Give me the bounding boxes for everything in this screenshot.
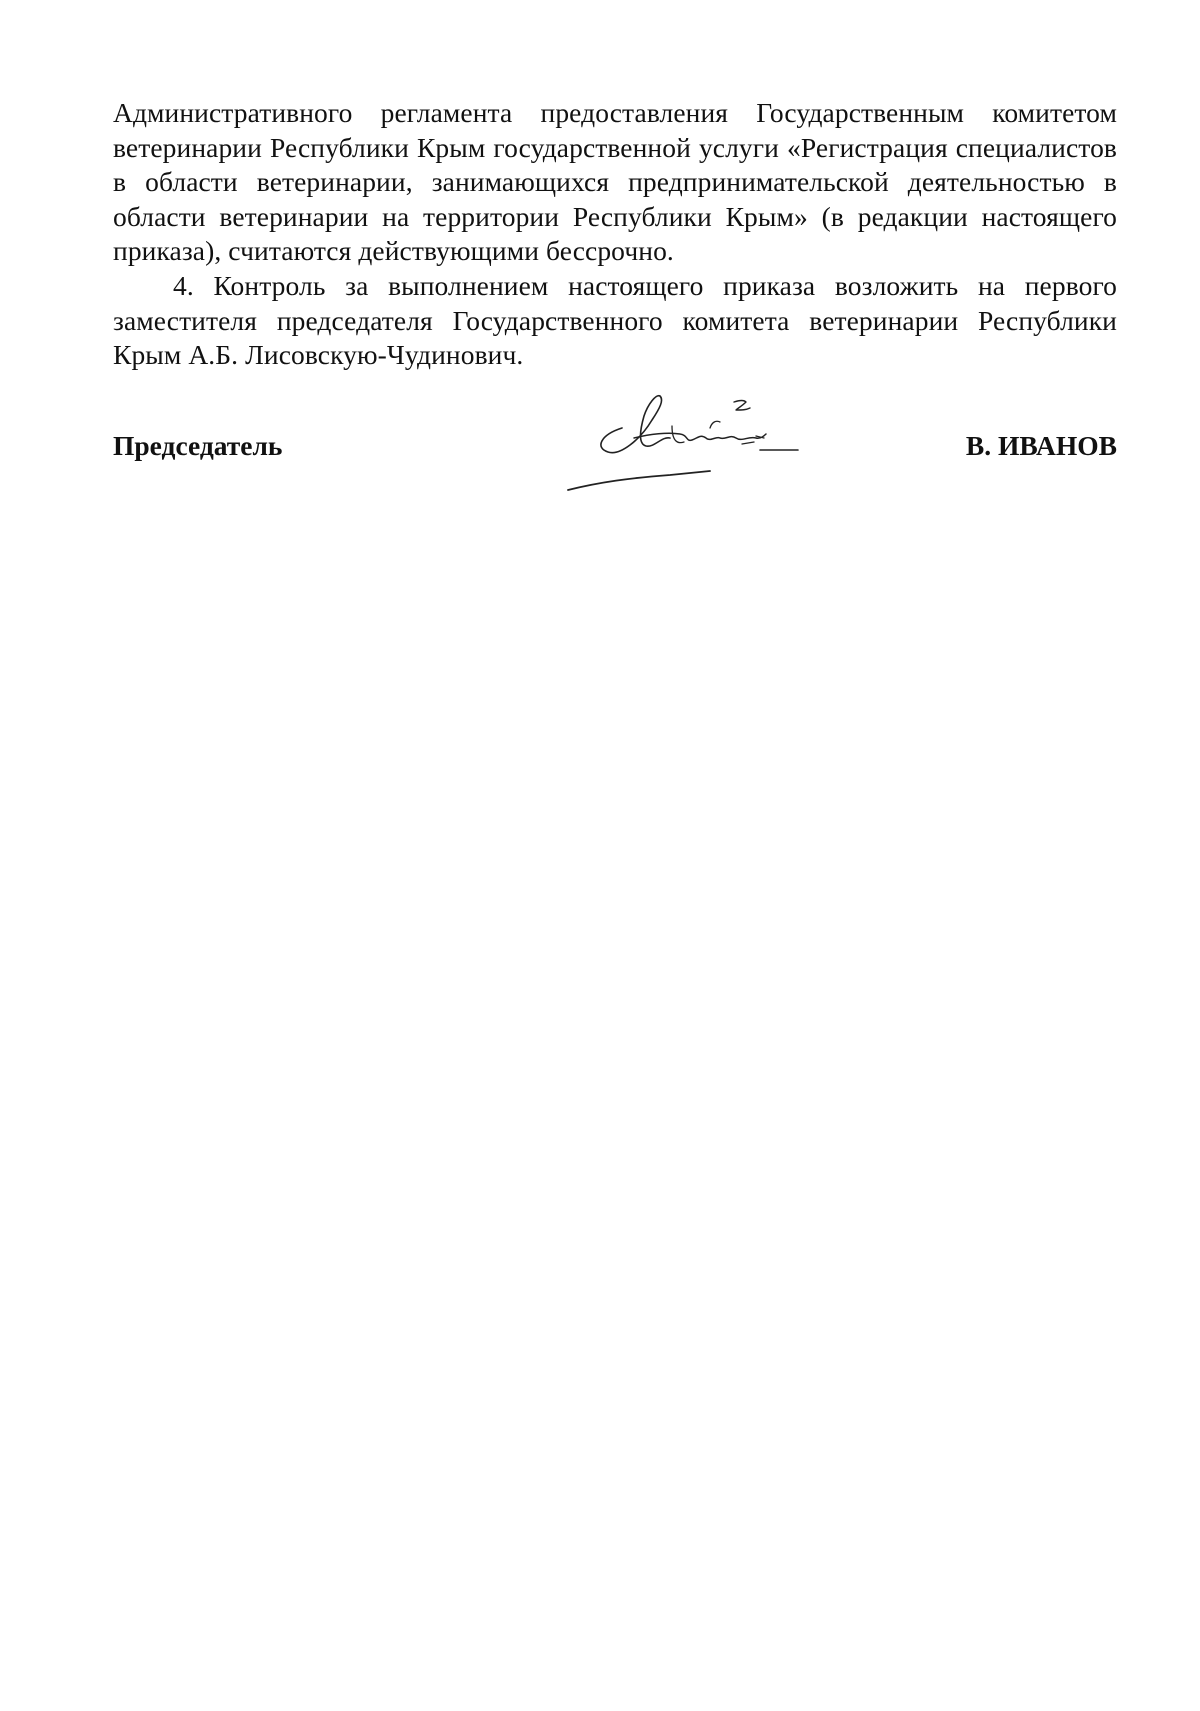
paragraph-control: 4. Контроль за выполнением настоящего приказа возложить на первого заместителя председателя Государственного комитета ветеринарии Республики Крым А.Б. Лисовскую-Чудинович. [113, 269, 1117, 371]
signature-block [113, 430, 1117, 470]
signature-underline [568, 471, 710, 490]
paragraph-regulation: Административного регламента предоставления Государственным комитетом ветеринарии Республики Крым государственной услуги «Регистрация специалистов в области ветеринарии, занимающихся предпринимательской деятельностью в области ветеринарии на территории Республики Крым» (в редакции настоящего приказа), считаются действующими бессрочно. [113, 97, 1117, 267]
signatory-title: Председатель [113, 430, 283, 461]
signatory-name: В. ИВАНОВ [965, 430, 1117, 461]
document-body [113, 96, 1117, 373]
signature-mark [734, 401, 750, 411]
